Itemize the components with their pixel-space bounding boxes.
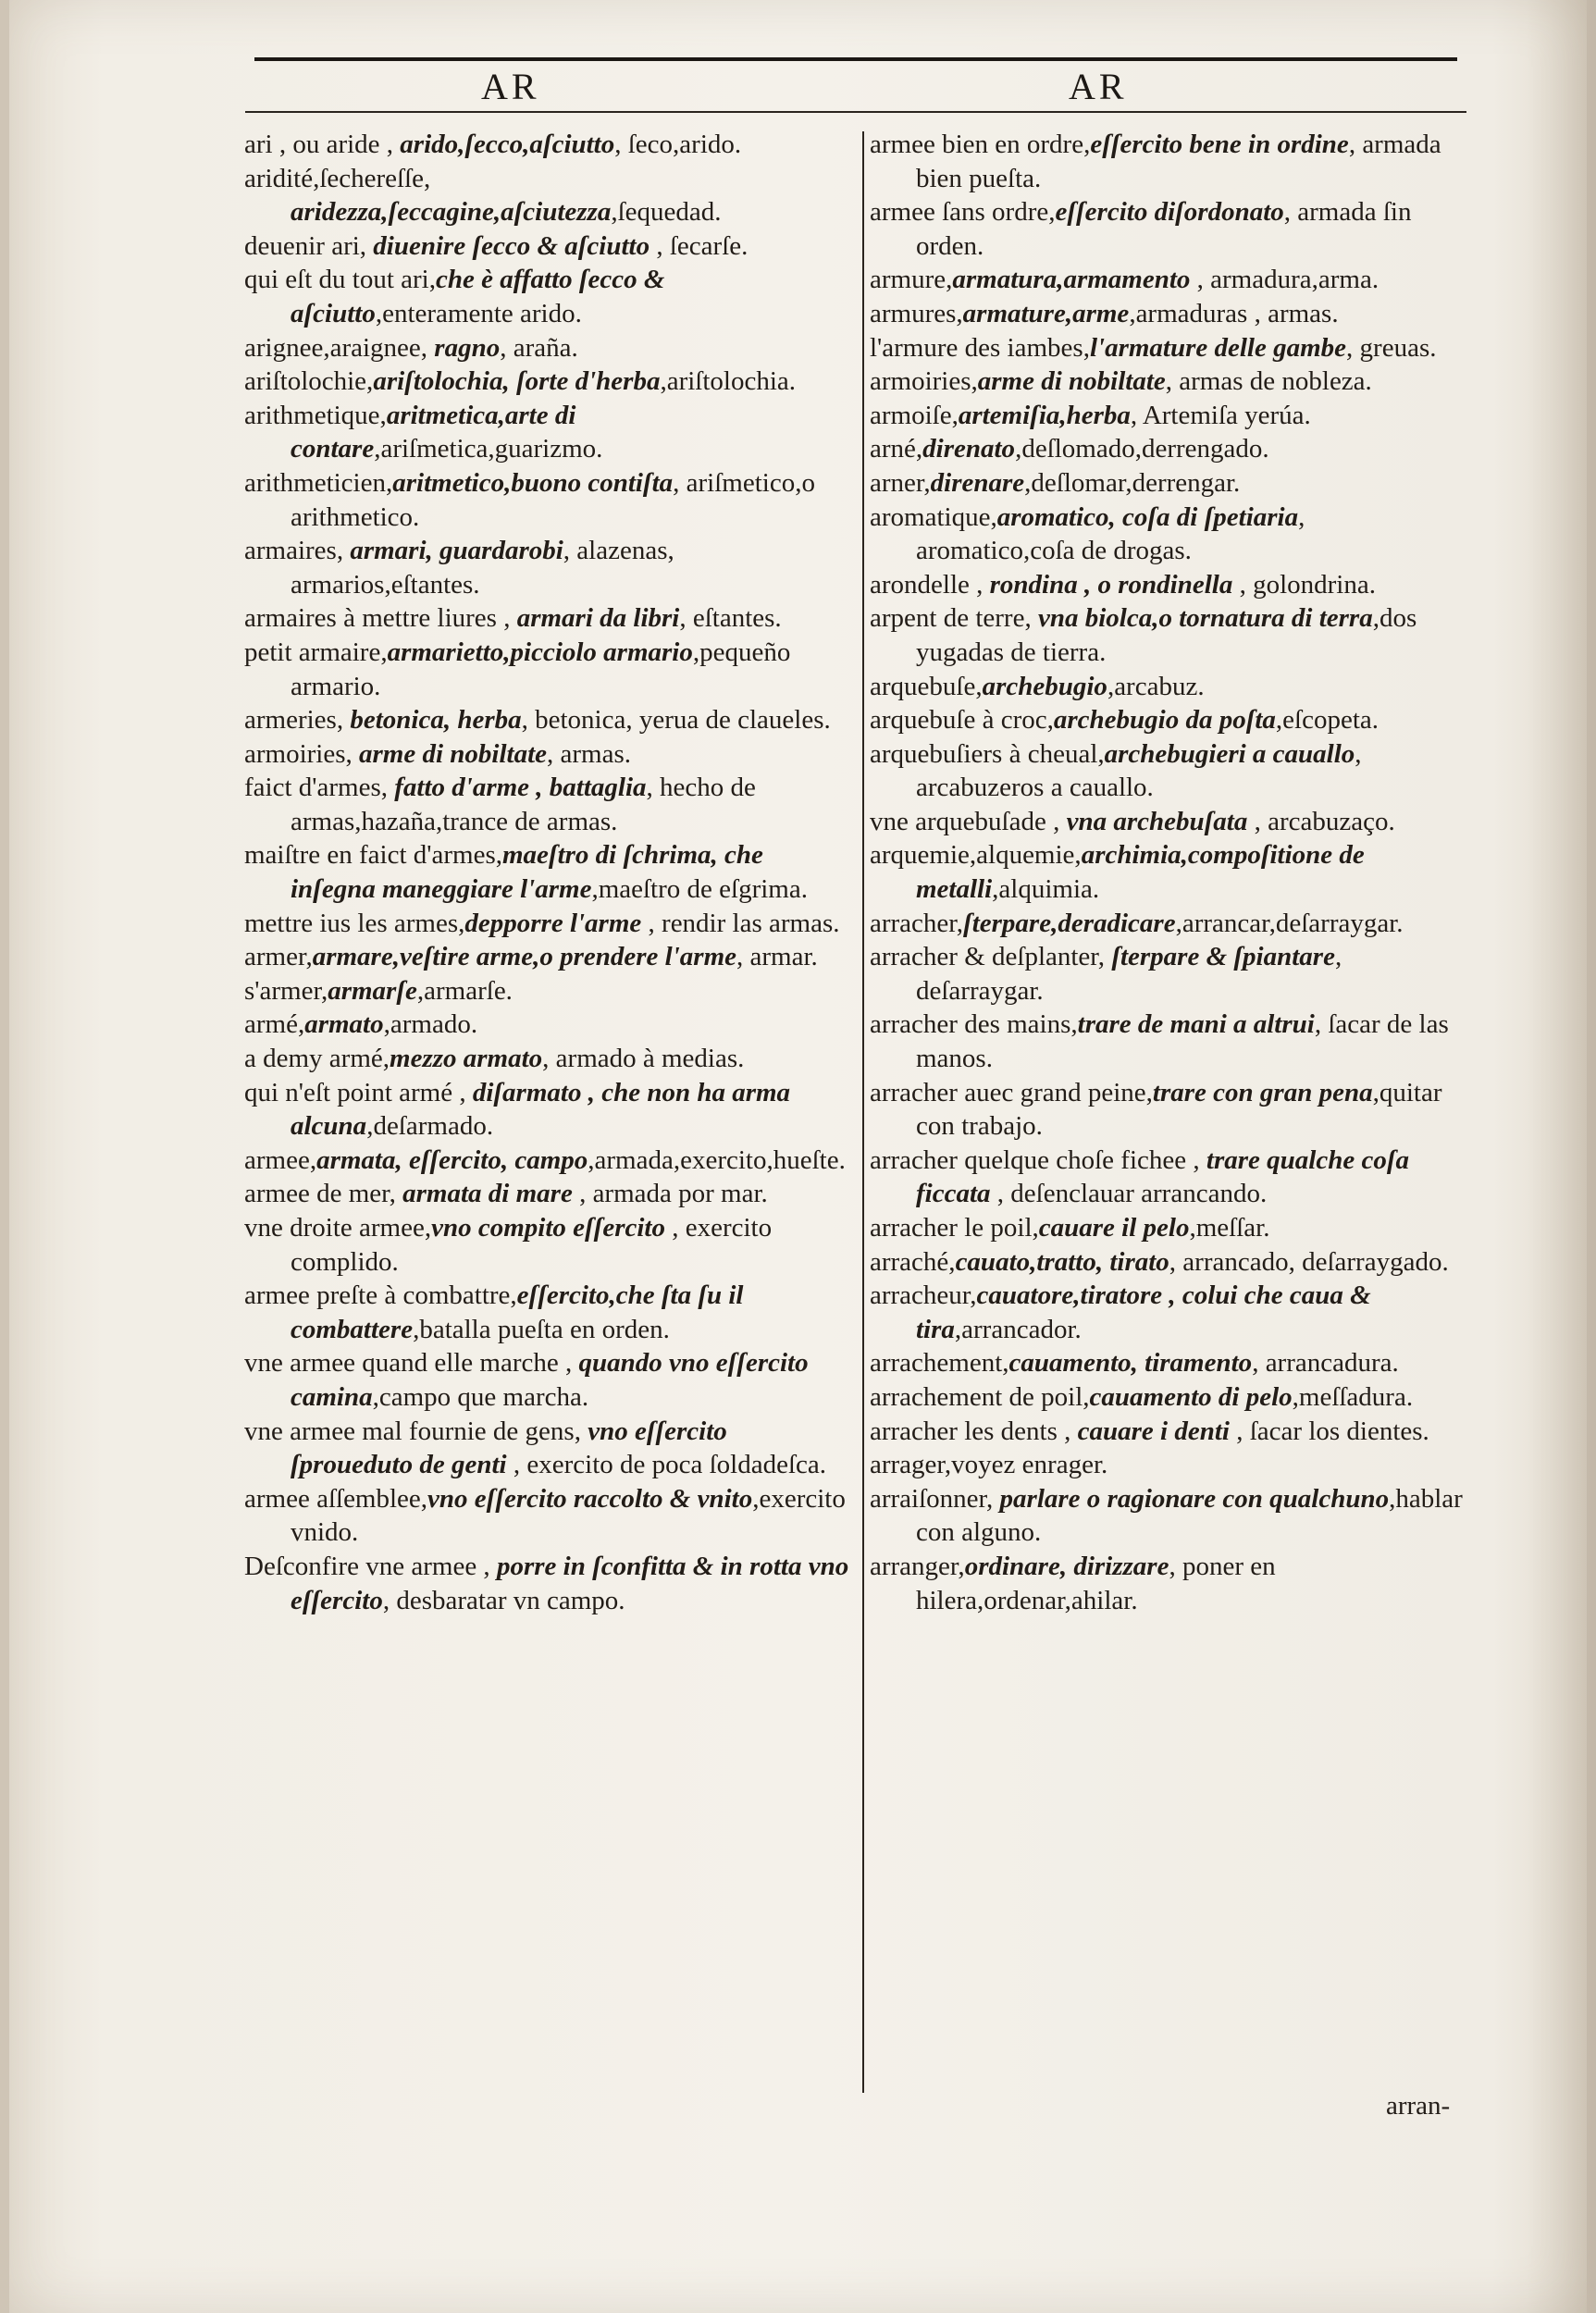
entry-text: , ſacar de las manos. [916,1009,1449,1074]
entry-text: petit armaire, [244,637,388,667]
running-head-left: AR [481,66,540,107]
italian-translation: vno eſſercito raccolto & vnito [427,1483,753,1514]
entry-text: ,enteramente arido. [375,298,582,328]
entry-text: maiſtre en faict d'armes, [244,840,502,871]
entry-text: arquebuſe, [870,671,983,701]
running-head-right: AR [1069,66,1128,107]
entry-text: arner, [870,467,931,498]
entry-text: ,quitar con trabajo. [916,1077,1442,1142]
entry-text: ,deſlomado,derrengado. [1015,434,1269,464]
page-edge-shadow [1527,0,1596,2313]
dictionary-entry [244,1042,850,1076]
entry-text: arranger, [870,1551,965,1581]
entry-text: arquebuſe à croc, [870,705,1054,736]
entry-text: , armado à medias. [542,1044,745,1074]
column-divider [862,131,864,2093]
italian-translation: quando vno eſſercito camina [291,1348,809,1412]
italian-translation: l'armature delle gambe [1089,332,1347,363]
dictionary-entry [244,1346,850,1414]
italian-translation: eſſercito,che ſta ſu il combattere [291,1280,744,1344]
dictionary-entry [244,331,850,365]
dictionary-entry [244,636,850,703]
entry-text: ari , ou aride , [244,130,401,159]
entry-text: ,exercito vnido. [291,1483,846,1548]
entry-text: , exercito de poca ſoldadeſca. [506,1450,827,1480]
entry-text: aridité,ſechereſſe, [244,163,431,193]
italian-translation: aridezza,ſeccagine,aſciutezza [291,197,612,228]
italian-translation: armato [304,1009,384,1040]
dictionary-entry [244,940,850,974]
top-rule [254,57,1457,61]
entry-text: ,campo que marcha. [372,1381,589,1412]
entry-text: ,arcabuz. [1107,671,1205,701]
dictionary-entry [244,399,850,466]
dictionary-entry [870,1245,1466,1280]
italian-translation: ariſtolochia, ſorte d'herba [373,366,661,397]
dictionary-entry [244,1482,850,1550]
entry-text: , poner en hilera,ordenar,ahilar. [916,1551,1276,1615]
entry-text: , hecho de armas,hazaña,trance de armas. [291,773,756,836]
dictionary-entry [244,1415,850,1482]
italian-translation: porre in ſconfitta & in rotta vno eſſercito [291,1551,849,1615]
italian-translation: ſterpare,deradicare [963,908,1176,938]
entry-text: , Artemiſa yerúa. [1130,400,1311,430]
entry-text: , deſenclauar arrancando. [990,1179,1268,1209]
italian-translation: cauamento di pelo [1089,1381,1293,1412]
entry-text: aromatique, [870,501,997,532]
entry-text: , aromatico,coſa de drogas. [916,501,1305,566]
dictionary-entry [870,1550,1466,1617]
entry-text: , armas. [547,738,632,769]
italian-translation: vna biolca,o tornatura di terra [1037,603,1373,634]
entry-text: , alazenas, armarios,eſtantes. [291,536,674,600]
dictionary-entry [870,1346,1466,1380]
entry-text: arpent de terre, [870,603,1038,634]
entry-text: armee aſſemblee, [244,1483,428,1514]
dictionary-entry [870,601,1466,669]
entry-text: a demy armé, [244,1044,390,1074]
entry-text: ,batalla pueſta en orden. [413,1314,670,1344]
italian-translation: direnato [922,434,1016,464]
entry-text: ,armaduras , armas. [1129,298,1339,328]
italian-translation: trare qualche coſa ficcata [916,1144,1409,1209]
entry-text: vne droite armee, [244,1213,432,1243]
entry-text: ,arrancar,deſarraygar. [1175,908,1404,938]
entry-text: arracher les dents , [870,1416,1078,1446]
entry-text: , ſeco,arido. [614,130,742,159]
entry-text: armé, [244,1009,305,1040]
dictionary-entry [870,501,1466,568]
entry-text: ,dos yugadas de tierra. [916,603,1417,667]
italian-translation: parlare o ragionare con qualchuno [999,1483,1390,1514]
italian-translation: direnare [930,467,1025,498]
entry-text: , arcabuzeros a cauallo. [916,738,1362,803]
entry-text: mettre ius les armes, [244,908,465,938]
entry-text: armure, [870,265,953,295]
italian-translation: trare con gran pena [1152,1077,1373,1107]
entry-text: , eſtantes. [679,603,782,634]
entry-text: arracher & deſplanter, [870,942,1112,972]
entry-text: armoiries, [870,366,978,397]
entry-text: armeries, [244,705,351,736]
entry-text: arracher quelque choſe fichee , [870,1144,1206,1175]
dictionary-entry [244,1144,850,1178]
italian-translation: cauare i denti [1077,1416,1230,1446]
catchword: arran- [1386,2091,1451,2121]
dictionary-entry [244,601,850,636]
entry-text: , armadura,arma. [1190,265,1379,295]
entry-text: armoiries, [244,738,360,769]
italian-translation: diſarmato , che non ha arma alcuna [291,1077,791,1142]
entry-text: ,armada,exercito,hueſte. [588,1144,846,1175]
entry-text: arithmetique, [244,400,387,430]
entry-text: arquemie,alquemie, [870,840,1082,871]
entry-text: , deſarraygar. [916,942,1342,1006]
dictionary-entry [244,1279,850,1346]
italian-translation: armarſe [328,975,417,1006]
italian-translation: armatura,armamento [952,265,1191,295]
dictionary-entry [870,703,1466,737]
dictionary-entry [244,1211,850,1279]
dictionary-entry [244,974,850,1008]
entry-text: , armada bien pueſta. [916,130,1441,193]
italian-translation: vno compito eſſercito [431,1213,665,1243]
italian-translation: armature,arme [962,298,1130,328]
entry-text: , armada por mar. [572,1179,768,1209]
entry-text: , arcabuzaço. [1247,806,1395,836]
dictionary-entry [870,670,1466,704]
page [9,0,1587,2313]
italian-translation: archebugio da poſta [1053,705,1276,736]
entry-text: arquebuſiers à cheual, [870,738,1105,769]
dictionary-entry [244,838,850,906]
entry-text: ,ariſtolochia. [660,366,797,397]
dictionary-entry [870,1279,1466,1346]
italian-translation: cauamento, tiramento [1008,1348,1253,1379]
dictionary-entry [870,1482,1466,1550]
dictionary-entry [870,432,1466,466]
entry-text: arné, [870,434,923,464]
entry-text: , desbaratar vn campo. [382,1585,625,1615]
entry-text: armee ſans ordre, [870,197,1056,228]
entry-text: arithmeticien, [244,467,393,498]
entry-text: arrager,voyez enrager. [870,1450,1108,1480]
italian-translation: cauatore,tiratore , colui che caua & tira [916,1280,1371,1344]
italian-translation: fatto d'arme , battaglia [394,773,647,803]
dictionary-entry [870,838,1466,906]
italian-translation: trare de mani a altrui [1077,1009,1315,1040]
entry-text: arraché, [870,1246,956,1277]
dictionary-entry [244,1550,850,1617]
dictionary-entry [870,263,1466,297]
italian-translation: betonica, herba [350,705,522,736]
entry-text: arracher le poil, [870,1213,1039,1243]
dictionary-entry [244,1076,850,1144]
entry-text: , armar. [736,942,818,972]
italian-translation: artemiſia,herba [958,400,1131,430]
dictionary-entry [244,263,850,330]
dictionary-entry [870,365,1466,399]
entry-text: , exercito complido. [291,1213,773,1277]
entry-text: arracheur, [870,1280,977,1311]
italian-translation: ordinare, dirizzare [964,1551,1169,1581]
entry-text: ,ſequedad. [611,197,722,228]
entry-text: ,hablar con alguno. [916,1483,1463,1548]
entry-text: armaires à mettre liures , [244,603,517,634]
dictionary-entry [244,737,850,772]
entry-text: , araña. [500,332,578,363]
italian-translation: arido,ſecco,aſciutto [400,130,615,159]
italian-translation: rondina , o rondinella [989,569,1233,600]
entry-text: armee preſte à combattre, [244,1280,517,1311]
dictionary-entry [870,1448,1466,1482]
italian-translation: vna archebuſata [1066,806,1248,836]
italian-translation: eſſercito bene in ordine [1090,130,1349,159]
italian-translation: mezzo armato [390,1044,543,1074]
italian-translation: eſſercito diſordonato [1055,197,1284,228]
italian-translation: armata, eſſercito, campo [316,1144,588,1175]
entry-text: arracher auec grand peine, [870,1077,1153,1107]
italian-translation: armata di mare [402,1179,573,1209]
italian-translation: armari, guardarobi [350,536,563,566]
entry-text: ariſtolochie, [244,366,374,397]
left-column [244,128,850,1617]
dictionary-entry [244,703,850,737]
entry-text: , greuas. [1346,332,1437,363]
entry-text: ,alquimia. [992,874,1100,905]
dictionary-entry [870,1076,1466,1144]
dictionary-entry [870,331,1466,365]
entry-text: ,eſcopeta. [1275,705,1379,736]
italian-translation: ſterpare & ſpiantare [1111,942,1335,972]
italian-translation: armare,veſtire arme,o prendere l'arme [312,942,736,972]
entry-text: deuenir ari, [244,230,374,261]
dictionary-entry [244,534,850,601]
entry-text: vne armee mal fournie de gens, [244,1416,588,1446]
entry-text: , ariſmetico,o arithmetico. [291,467,815,532]
italian-translation: aritmetica,arte di contare [291,400,576,464]
entry-text: armaires, [244,536,351,566]
entry-text: ,ariſmetica,guarizmo. [374,434,603,464]
entry-text: vne arquebuſade , [870,806,1067,836]
entry-text: faict d'armes, [244,773,395,803]
entry-text: , arrancado, deſarraygado. [1169,1246,1449,1277]
entry-text: ,arrancador. [954,1314,1082,1344]
dictionary-entry [870,297,1466,331]
entry-text: s'armer, [244,975,328,1006]
dictionary-entry [244,128,850,162]
dictionary-entry [870,1415,1466,1449]
dictionary-entry [870,1380,1466,1415]
italian-translation: maeſtro di ſchrima, che inſegna maneggiare l'arme [291,840,763,905]
entry-text: , armada ſin orden. [916,197,1412,261]
entry-text: arracher des mains, [870,1009,1078,1040]
dictionary-entry [244,466,850,534]
entry-text: armures, [870,298,963,328]
italian-translation: archimia,compoſitione de metalli [916,840,1365,905]
entry-text: arignee,araignee, [244,332,435,363]
italian-translation: aritmetico,buono contiſta [392,467,674,498]
entry-text: , arrancadura. [1252,1348,1399,1379]
entry-text: ,meſſadura. [1292,1381,1414,1412]
dictionary-entry [870,568,1466,602]
italian-translation: armari da libri [516,603,680,634]
italian-translation: diuenire ſecco & aſciutto [373,230,650,261]
entry-text: qui eſt du tout ari, [244,265,436,295]
entry-text: armee bien en ordre, [870,130,1091,159]
entry-text: ,deſarmado. [366,1111,494,1142]
italian-translation: arme di nobiltate [359,738,548,769]
entry-text: , ſecarſe. [650,230,749,261]
entry-text: arraiſonner, [870,1483,1000,1514]
dictionary-entry [870,466,1466,501]
entry-text: , ſacar los dientes. [1229,1416,1429,1446]
right-column [870,128,1466,1617]
italian-translation: cauare il pelo [1038,1213,1190,1243]
entry-text: arracher, [870,908,964,938]
entry-text: ,meſſar. [1189,1213,1270,1243]
italian-translation: vno eſſercito ſproueduto de genti [291,1416,727,1480]
dictionary-entry [244,365,850,399]
italian-translation: aromatico, coſa di ſpetiaria [996,501,1299,532]
entry-text: , armas de nobleza. [1165,366,1372,397]
entry-text: ,maeſtro de eſgrima. [591,874,808,905]
dictionary-entry [244,162,850,229]
entry-text: ,pequeño armario. [291,637,791,701]
entry-text: armee, [244,1144,317,1175]
entry-text: l'armure des iambes, [870,332,1090,363]
entry-text: ,armado. [383,1009,478,1040]
entry-text: armer, [244,942,313,972]
dictionary-entry [870,940,1466,1008]
entry-text: qui n'eſt point armé , [244,1077,473,1107]
dictionary-entry [870,195,1466,263]
entry-text: arrachement, [870,1348,1009,1379]
italian-translation: ragno [434,332,501,363]
entry-text: vne armee quand elle marche , [244,1348,579,1379]
italian-translation: arme di nobiltate [977,366,1166,397]
entry-text: ,deſlomar,derrengar. [1024,467,1241,498]
dictionary-entry [244,229,850,264]
dictionary-entry [870,399,1466,433]
entry-text: arrachement de poil, [870,1381,1090,1412]
dictionary-entry [244,1177,850,1211]
italian-translation: cauato,tratto, tirato [955,1246,1169,1277]
entry-text: arondelle , [870,569,990,600]
entry-text: , betonica, yerua de claueles. [521,705,831,736]
dictionary-entry [244,771,850,838]
dictionary-entry [244,907,850,941]
header-rule [245,111,1466,113]
dictionary-entry [870,1211,1466,1245]
dictionary-entry [870,1008,1466,1075]
entry-text: armee de mer, [244,1179,403,1209]
italian-translation: archebugio [982,671,1107,701]
dictionary-entry [870,128,1466,195]
italian-translation: depporre l'arme [464,908,642,938]
dictionary-entry [870,907,1466,941]
entry-text: Deſconfire vne armee , [244,1551,497,1581]
entry-text: , golondrina. [1232,569,1376,600]
dictionary-entry [870,737,1466,805]
italian-translation: che è affatto ſecco & aſciutto [291,265,665,328]
dictionary-entry [870,805,1466,839]
entry-text: ,armarſe. [416,975,513,1006]
italian-translation: armarietto,picciolo armario [387,637,693,667]
italian-translation: archebugieri a cauallo [1104,738,1355,769]
entry-text: , rendir las armas. [641,908,840,938]
entry-text: armoiſe, [870,400,959,430]
dictionary-entry [870,1144,1466,1211]
dictionary-entry [244,1008,850,1042]
